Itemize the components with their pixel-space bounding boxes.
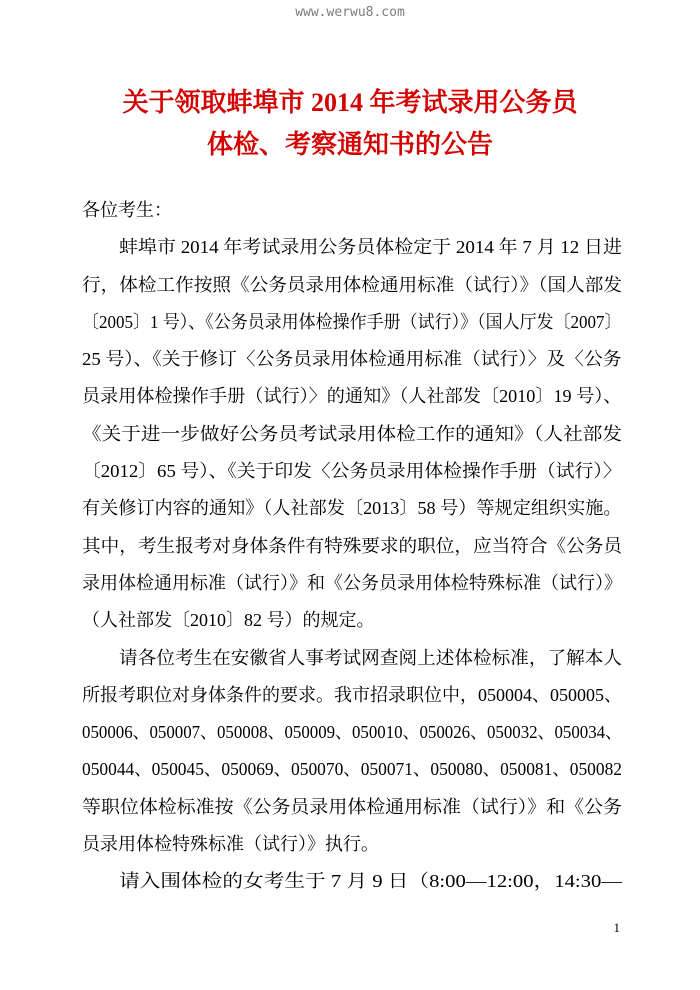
body-line	[82, 826, 622, 863]
body-line	[82, 304, 622, 341]
body-line	[82, 267, 622, 304]
body-line-text: 050006、050007、050008、050009、050010、050026、050032、050034、	[82, 722, 622, 743]
page-number: 1	[613, 920, 620, 935]
body-line	[82, 640, 622, 677]
body-line	[82, 416, 622, 453]
document-title-line-2: 体检、考察通知书的公告	[206, 130, 493, 159]
document-title-line-1: 关于领取蚌埠市 2014 年考试录用公务员	[122, 88, 578, 117]
body-line-text: 其中，考生报考对身体条件有特殊要求的职位，应当符合《公务员	[82, 535, 622, 556]
body-line-text: （人社部发〔2010〕82 号）的规定。	[82, 610, 375, 631]
body-line-text: 25 号）、《关于修订〈公务员录用体检通用标准（试行）〉及〈公务	[82, 349, 622, 370]
body-line-text: 有关修订内容的通知》（人社部发〔2013〕58 号）等规定组织实施。	[82, 498, 622, 519]
body-line-text: 050044、050045、050069、050070、050071、050080、050081、050082	[82, 759, 622, 780]
body-line-text: 所报考职位对身体条件的要求。我市招录职位中，050004、050005、	[82, 684, 622, 705]
body-line	[82, 677, 622, 714]
document-title	[0, 0, 700, 166]
body-line	[82, 341, 622, 378]
body-line-text: 《关于进一步做好公务员考试录用体检工作的通知》（人社部发	[82, 423, 622, 444]
body-line-text: 各位考生：	[82, 200, 172, 220]
body-line-text: 〔2012〕65 号）、《关于印发〈公务员录用体检操作手册（试行）〉	[82, 461, 622, 482]
body-lines	[82, 192, 622, 901]
body-line-text: 等职位体检标准按《公务员录用体检通用标准（试行）》和《公务	[82, 796, 622, 817]
body-line	[82, 528, 622, 565]
body-line	[82, 789, 622, 826]
body-line-text: 〔2005〕1 号）、《公务员录用体检操作手册（试行）》（国人厅发〔2007〕	[82, 311, 622, 332]
body-line-text: 员录用体检特殊标准（试行）》执行。	[82, 834, 379, 855]
body-line-text: 行，体检工作按照《公务员录用体检通用标准（试行）》（国人部发	[82, 274, 622, 295]
body-line	[82, 192, 622, 229]
body-line-text: 请各位考生在安徽省人事考试网查阅上述体检标准，了解本人	[119, 647, 622, 668]
body-line	[82, 229, 622, 266]
body-line	[82, 490, 622, 527]
body-line-text: 员录用体检操作手册（试行）〉的通知》（人社部发〔2010〕19 号）、	[82, 386, 622, 407]
body-line	[82, 378, 622, 415]
body-line	[82, 714, 622, 751]
body-line-text: 录用体检通用标准（试行）》和《公务员录用体检特殊标准（试行）》	[82, 572, 622, 593]
body-line-text: 蚌埠市 2014 年考试录用公务员体检定于 2014 年 7 月 12 日进	[119, 237, 622, 258]
body-line	[82, 453, 622, 490]
body-line	[82, 602, 622, 639]
body-line	[82, 863, 622, 900]
watermark-url: www.werwu8.com	[295, 5, 405, 20]
body-line-text: 请入围体检的女考生于 7 月 9 日（8:00—12:00，14:30—	[119, 871, 623, 892]
body-line	[82, 751, 622, 788]
body-line	[82, 565, 622, 602]
